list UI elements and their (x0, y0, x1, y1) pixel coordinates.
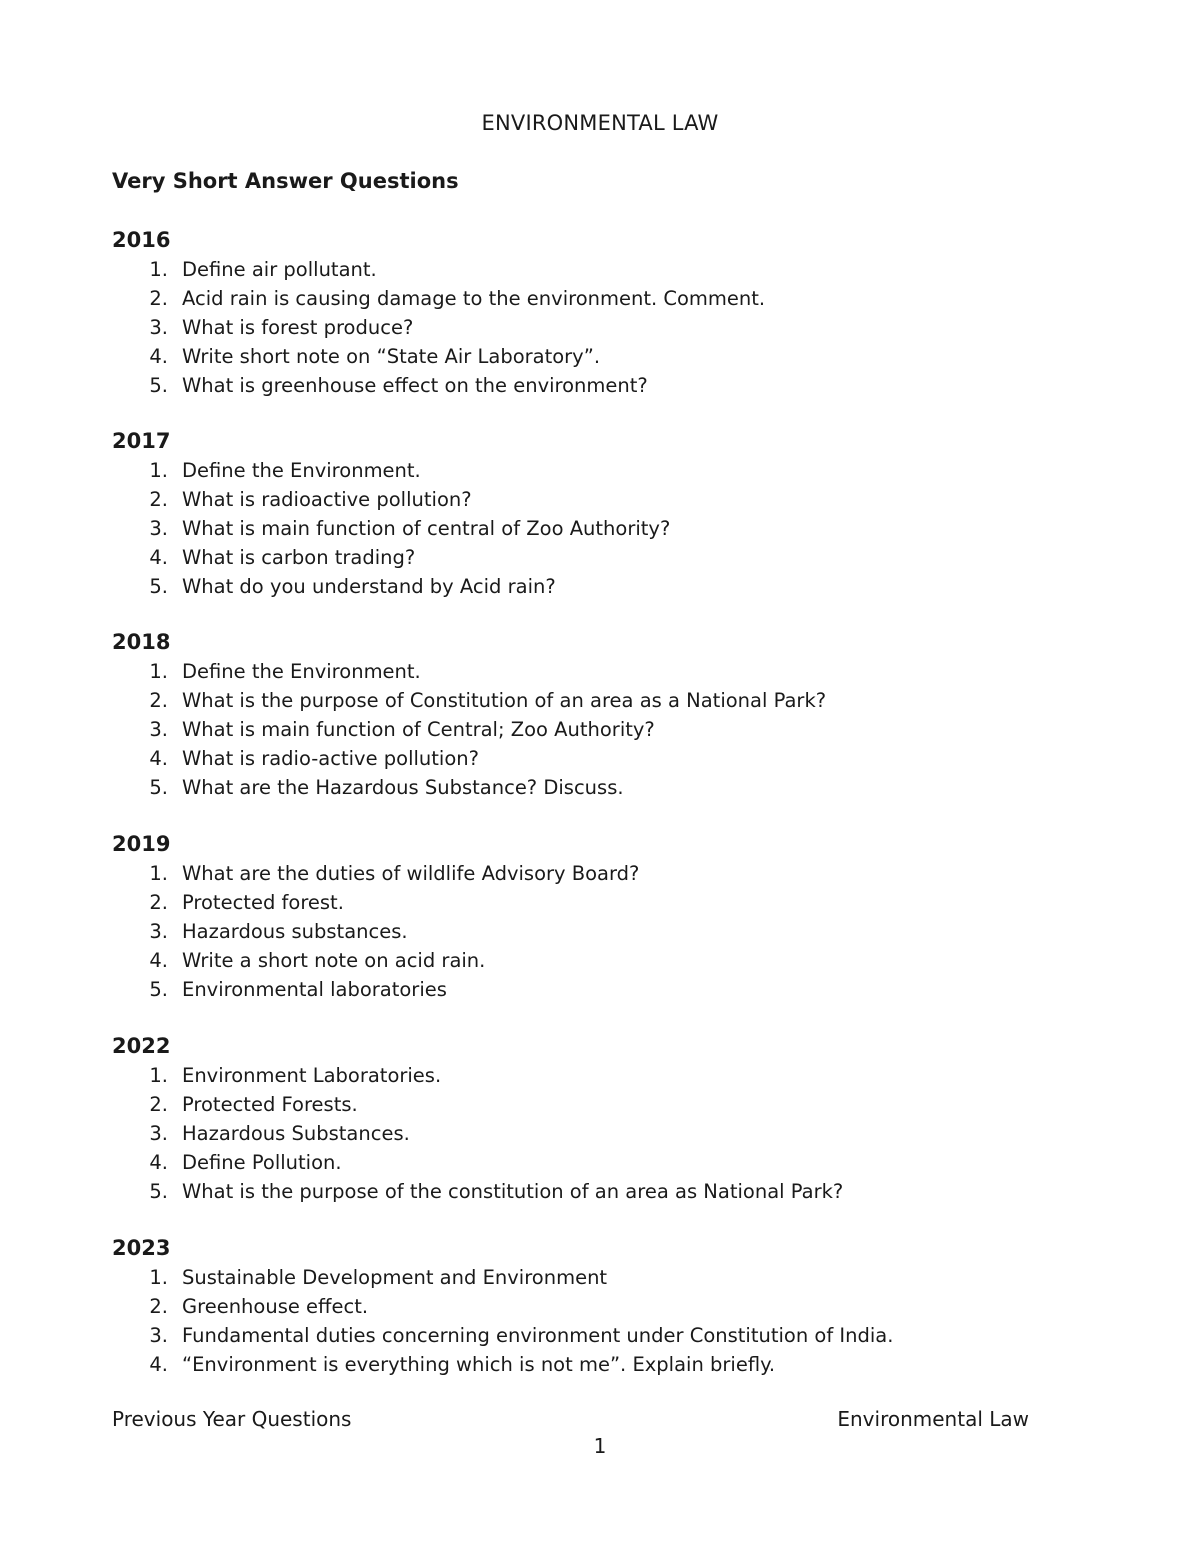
question-text: Fundamental duties concerning environment under Constitution of India. (182, 1324, 894, 1347)
question-item (112, 1119, 1072, 1148)
year-section-2018 (112, 628, 1072, 802)
question-text: What is greenhouse effect on the environment? (182, 374, 648, 397)
year-heading: 2016 (112, 228, 171, 252)
question-number: 4. (149, 546, 168, 569)
question-text: What are the Hazardous Substance? Discuss. (182, 776, 624, 799)
question-number: 5. (149, 978, 168, 1001)
page-number: 1 (593, 1434, 607, 1458)
question-number: 3. (149, 718, 168, 741)
question-item (112, 342, 1072, 371)
footer-left-text: Previous Year Questions (112, 1407, 352, 1431)
question-text: What is radio-active pollution? (182, 747, 479, 770)
year-heading: 2022 (112, 1034, 171, 1058)
question-item (112, 917, 1072, 946)
question-text: What is main function of central of Zoo Authority? (182, 517, 671, 540)
year-section-2017 (112, 427, 1072, 601)
year-heading: 2023 (112, 1236, 171, 1260)
question-number: 2. (149, 287, 168, 310)
section-heading: Very Short Answer Questions (112, 169, 459, 193)
question-text: Environmental laboratories (182, 978, 447, 1001)
question-text: Environment Laboratories. (182, 1064, 442, 1087)
question-item (112, 946, 1072, 975)
question-item (112, 657, 1072, 686)
question-text: Write short note on “State Air Laboratory”. (182, 345, 601, 368)
question-item (112, 975, 1072, 1004)
question-number: 4. (149, 949, 168, 972)
question-number: 1. (149, 1266, 168, 1289)
year-heading: 2018 (112, 630, 171, 654)
question-number: 5. (149, 776, 168, 799)
question-text: What is the purpose of Constitution of an area as a National Park? (182, 689, 827, 712)
question-text: Define Pollution. (182, 1151, 342, 1174)
question-number: 1. (149, 258, 168, 281)
question-text: What is the purpose of the constitution of an area as National Park? (182, 1180, 844, 1203)
question-item (112, 1061, 1072, 1090)
question-item (112, 1263, 1072, 1292)
question-text: What are the duties of wildlife Advisory Board? (182, 862, 640, 885)
question-item (112, 1090, 1072, 1119)
question-text: What is carbon trading? (182, 546, 416, 569)
question-item (112, 744, 1072, 773)
question-text: What is main function of Central; Zoo Authority? (182, 718, 655, 741)
question-item (112, 371, 1072, 400)
question-item (112, 456, 1072, 485)
year-section-2016 (112, 226, 1072, 400)
question-number: 3. (149, 1122, 168, 1145)
question-number: 4. (149, 1151, 168, 1174)
year-heading: 2019 (112, 832, 171, 856)
question-item (112, 514, 1072, 543)
question-list (112, 255, 1072, 400)
question-item (112, 859, 1072, 888)
question-text: Define the Environment. (182, 660, 421, 683)
question-item (112, 255, 1072, 284)
question-number: 3. (149, 1324, 168, 1347)
question-list (112, 1061, 1072, 1206)
year-section-2023 (112, 1234, 1072, 1379)
question-item (112, 888, 1072, 917)
question-text: Hazardous substances. (182, 920, 408, 943)
question-number: 2. (149, 488, 168, 511)
question-item (112, 1177, 1072, 1206)
question-text: Greenhouse effect. (182, 1295, 369, 1318)
question-item (112, 543, 1072, 572)
question-item (112, 313, 1072, 342)
question-text: Write a short note on acid rain. (182, 949, 486, 972)
question-number: 2. (149, 689, 168, 712)
document-title: ENVIRONMENTAL LAW (481, 111, 719, 135)
question-item (112, 284, 1072, 313)
question-item (112, 715, 1072, 744)
question-text: Protected forest. (182, 891, 344, 914)
question-item (112, 1148, 1072, 1177)
question-text: Hazardous Substances. (182, 1122, 410, 1145)
question-item (112, 485, 1072, 514)
question-number: 4. (149, 747, 168, 770)
question-list (112, 1263, 1072, 1379)
question-item (112, 773, 1072, 802)
question-list (112, 859, 1072, 1004)
question-item (112, 1350, 1072, 1379)
question-number: 2. (149, 1295, 168, 1318)
question-number: 5. (149, 374, 168, 397)
question-number: 1. (149, 862, 168, 885)
question-item (112, 572, 1072, 601)
question-number: 5. (149, 575, 168, 598)
question-text: “Environment is everything which is not me”. Explain briefly. (182, 1353, 776, 1376)
year-section-2022 (112, 1032, 1072, 1206)
question-number: 5. (149, 1180, 168, 1203)
question-number: 2. (149, 891, 168, 914)
question-list (112, 456, 1072, 601)
question-list (112, 657, 1072, 802)
year-section-2019 (112, 830, 1072, 1004)
question-item (112, 1321, 1072, 1350)
question-number: 1. (149, 459, 168, 482)
question-number: 3. (149, 920, 168, 943)
question-text: What is forest produce? (182, 316, 414, 339)
question-number: 4. (149, 345, 168, 368)
footer-right-text: Environmental Law (837, 1407, 1029, 1431)
question-item (112, 686, 1072, 715)
question-text: What is radioactive pollution? (182, 488, 472, 511)
question-text: Define air pollutant. (182, 258, 377, 281)
question-number: 1. (149, 1064, 168, 1087)
year-heading: 2017 (112, 429, 171, 453)
question-item (112, 1292, 1072, 1321)
question-number: 3. (149, 517, 168, 540)
question-text: Acid rain is causing damage to the environment. Comment. (182, 287, 766, 310)
question-number: 3. (149, 316, 168, 339)
question-text: What do you understand by Acid rain? (182, 575, 556, 598)
question-text: Define the Environment. (182, 459, 421, 482)
question-text: Protected Forests. (182, 1093, 358, 1116)
question-number: 1. (149, 660, 168, 683)
question-number: 4. (149, 1353, 168, 1376)
question-number: 2. (149, 1093, 168, 1116)
question-text: Sustainable Development and Environment (182, 1266, 608, 1289)
